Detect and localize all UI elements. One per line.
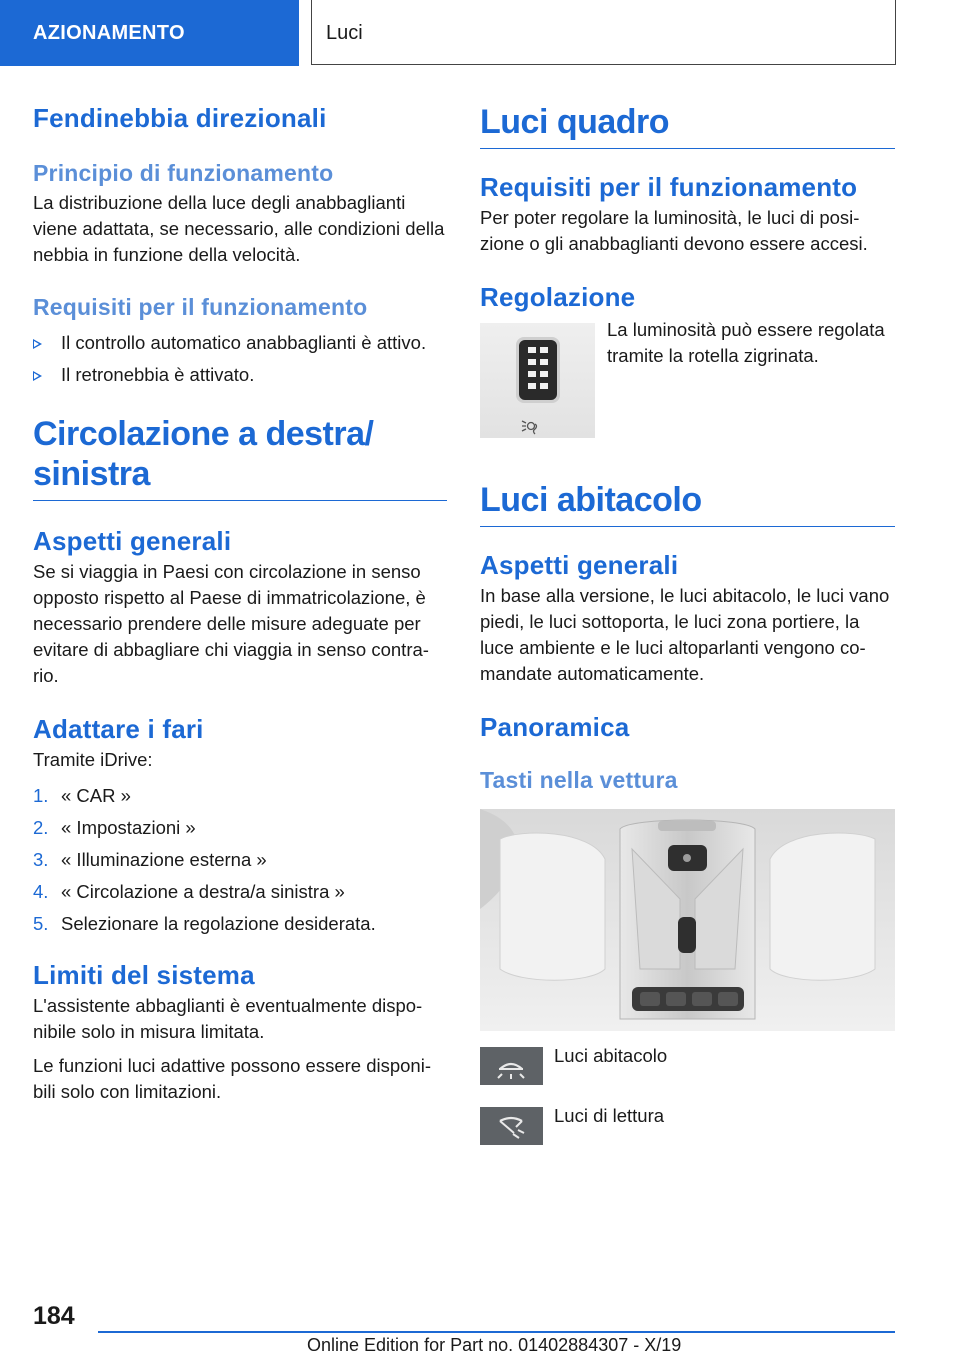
roof-console-illustration	[480, 809, 895, 1031]
regolazione-figure-row	[480, 319, 895, 438]
heading-requisiti-left: Requisiti per il funzionamento	[33, 294, 368, 320]
text-principio: La distribuzione della luce degli anabbaglianti viene adattata, se necessario, alle condizioni della nebbia in funzione della velocità.	[33, 192, 445, 265]
heading-luci-quadro: Luci quadro	[480, 102, 895, 149]
left-column	[33, 98, 447, 1105]
page-header	[0, 0, 960, 66]
roof-console-image	[480, 809, 895, 1031]
triangle-bullet-icon	[33, 339, 42, 349]
triangle-bullet-icon	[33, 371, 42, 381]
heading-regolazione: Regolazione	[480, 282, 636, 312]
heading-luci-abitacolo: Luci abitacolo	[480, 480, 895, 527]
heading-aspetti-left: Aspetti generali	[33, 526, 232, 556]
list-item: Il retronebbia è attivato.	[33, 362, 447, 388]
footer-edition: Online Edition for Part no. 01402884307 - X/19	[307, 1335, 682, 1355]
interior-light-icon	[480, 1047, 543, 1085]
heading-adattare: Adattare i fari	[33, 714, 204, 744]
dimmer-wheel-image	[480, 323, 595, 438]
text-regolazione: La luminosità può essere regolata tramite la rotella zigrinata.	[607, 319, 885, 366]
heading-requisiti-right: Requisiti per il funzionamento	[480, 172, 858, 202]
list-item: 1. « CAR »	[33, 785, 131, 806]
text-limiti-2: Le funzioni luci adattive possono essere disponi-bili solo con limitazioni.	[33, 1055, 431, 1102]
key-row-abitacolo	[480, 1047, 895, 1087]
heading-circolazione: Circolazione a destra/ sinistra	[33, 414, 447, 501]
reading-light-icon	[480, 1107, 543, 1145]
list-item: Il controllo automatico anabbaglianti è attivo.	[33, 330, 447, 356]
text-limiti-1: L'assistente abbaglianti è eventualmente dispo-nibile solo in misura limitata.	[33, 995, 423, 1042]
dimmer-wheel-icon	[480, 323, 595, 438]
list-item: 3. « Illuminazione esterna »	[33, 849, 267, 870]
key-label-abitacolo: Luci abitacolo	[554, 1045, 668, 1066]
list-requisiti-left	[33, 330, 447, 388]
list-adattare-steps	[33, 783, 447, 937]
heading-principio: Principio di funzionamento	[33, 160, 334, 186]
heading-limiti: Limiti del sistema	[33, 960, 255, 990]
list-item: 4. « Circolazione a destra/a sinistra »	[33, 881, 345, 902]
key-label-lettura: Luci di lettura	[554, 1105, 665, 1126]
key-row-lettura	[480, 1107, 895, 1147]
text-requisiti-right: Per poter regolare la luminosità, le luci di posi-zione o gli anabbaglianti devono essere accesi.	[480, 207, 868, 254]
text-aspetti-right: In base alla versione, le luci abitacolo, le luci vano piedi, le luci sottoporta, le luci zona portiere, la luce ambiente e le luci altoparlanti vengono co-mandate automaticamente.	[480, 585, 890, 684]
right-column	[480, 98, 895, 1147]
heading-aspetti-right: Aspetti generali	[480, 550, 679, 580]
list-item: 2. « Impostazioni »	[33, 817, 196, 838]
chapter-title: Luci	[311, 0, 896, 65]
text-aspetti-left: Se si viaggia in Paesi con circolazione in senso opposto rispetto al Paese di immatricolazione, è necessario prendere delle misure adeguate per evitare di abbagliare chi viaggia in senso contra-rio.	[33, 561, 429, 686]
footer-divider	[98, 1331, 895, 1333]
page-number: 184	[33, 1302, 75, 1330]
section-tab: AZIONAMENTO	[0, 0, 299, 66]
text-adattare-intro: Tramite iDrive:	[33, 749, 153, 770]
heading-tasti: Tasti nella vettura	[480, 767, 678, 793]
list-item: 5. Selezionare la regolazione desiderata.	[33, 913, 376, 934]
heading-panoramica: Panoramica	[480, 712, 630, 742]
heading-fendinebbia: Fendinebbia direzionali	[33, 103, 327, 133]
